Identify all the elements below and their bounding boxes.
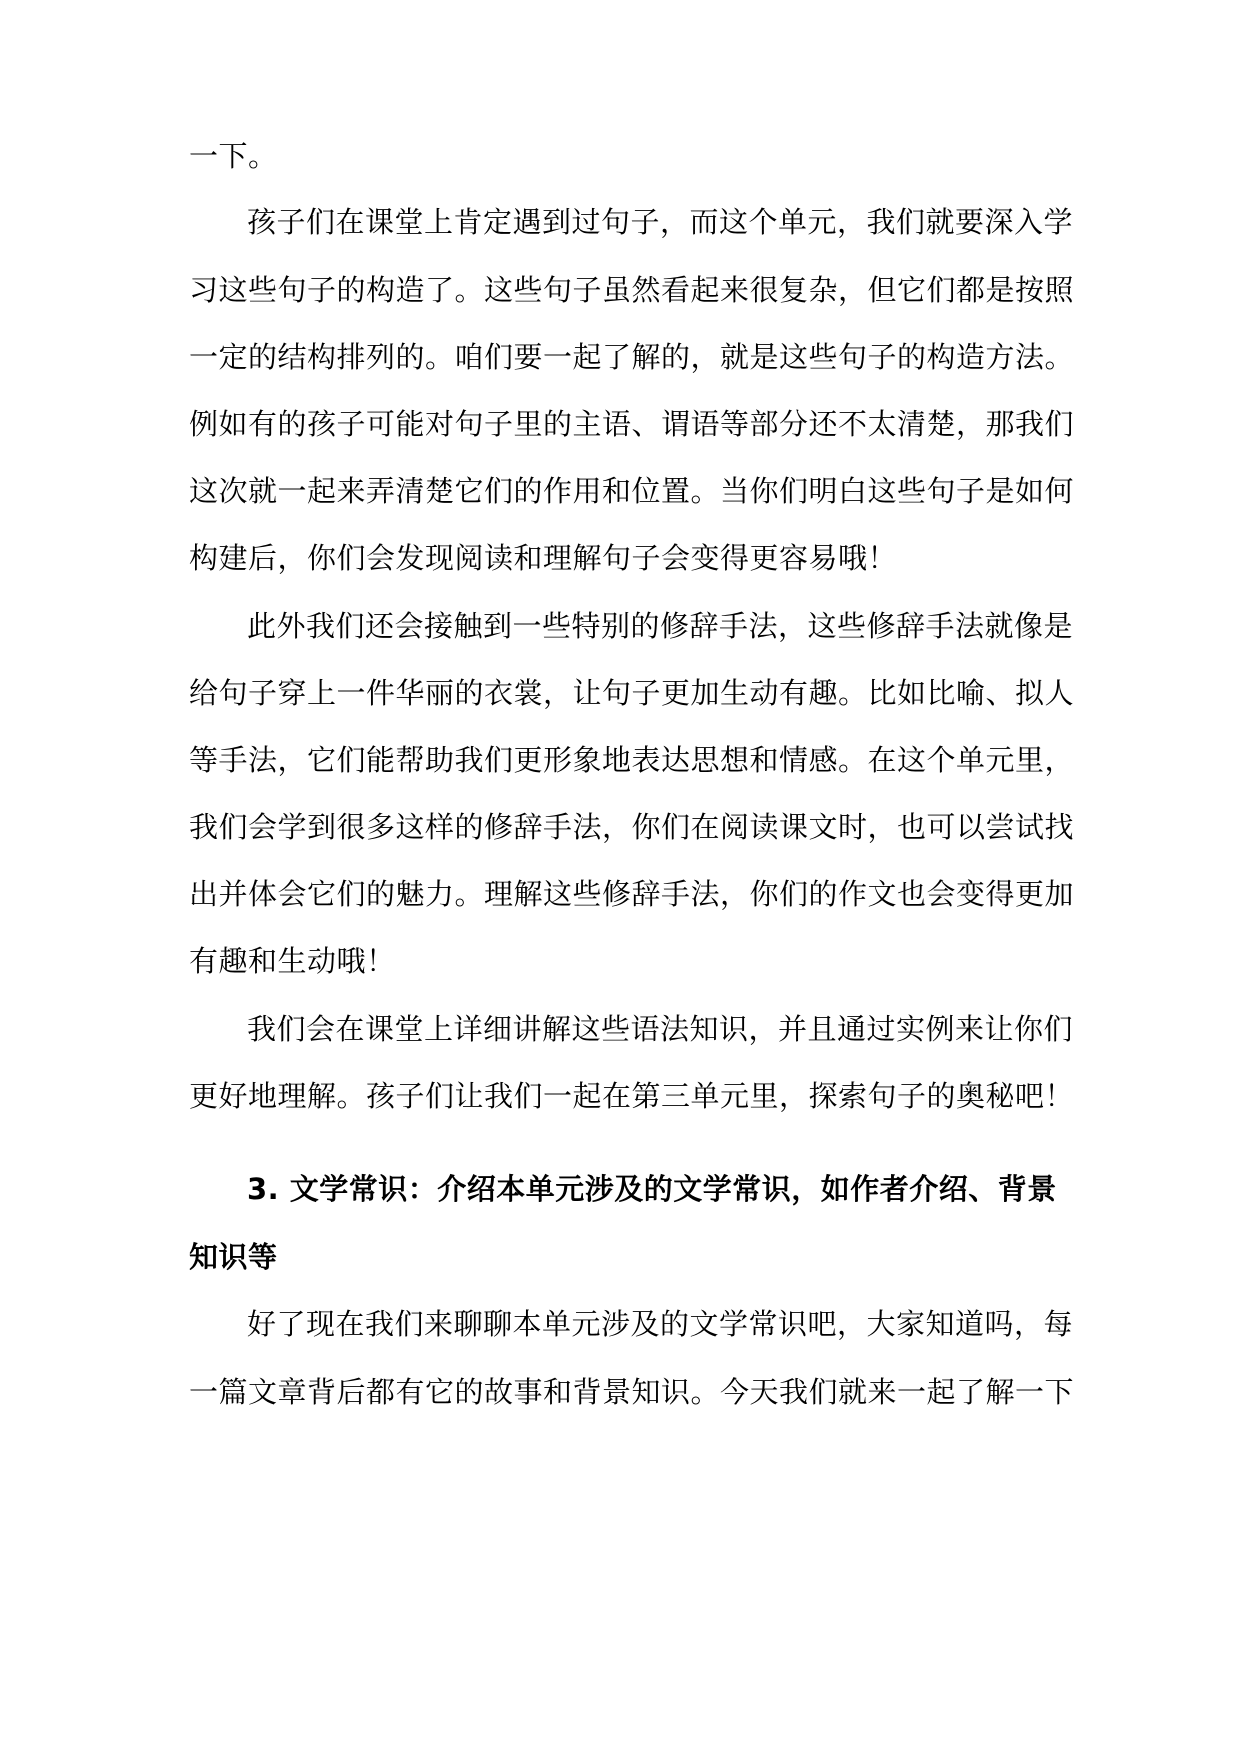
paragraph-first-line: 此外我们还会接触到一些特别的修辞手法，这些修辞手法就像是 [247, 609, 1074, 643]
text-line: 构建后，你们会发现阅读和理解句子会变得更容易哦！ [189, 541, 898, 575]
paragraph-first-line: 好了现在我们来聊聊本单元涉及的文学常识吧，大家知道吗，每 [247, 1307, 1074, 1341]
text-line: 给句子穿上一件华丽的衣裳，让句子更加生动有趣。比如比喻、拟人 [189, 676, 1075, 710]
paragraph-first-line: 孩子们在课堂上肯定遇到过句子，而这个单元，我们就要深入学 [247, 205, 1074, 239]
text-line: 有趣和生动哦！ [189, 944, 396, 978]
text-line: 一下。 [189, 139, 278, 173]
text-line: 一篇文章背后都有它的故事和背景知识。今天我们就来一起了解一下 [189, 1375, 1075, 1409]
section-heading-continued: 知识等 [189, 1240, 278, 1274]
text-line: 一定的结构排列的。咱们要一起了解的，就是这些句子的构造方法。 [189, 340, 1075, 374]
paragraph-first-line: 我们会在课堂上详细讲解这些语法知识，并且通过实例来让你们 [247, 1012, 1074, 1046]
text-line: 例如有的孩子可能对句子里的主语、谓语等部分还不太清楚，那我们 [189, 407, 1075, 441]
text-line: 更好地理解。孩子们让我们一起在第三单元里，探索句子的奥秘吧！ [189, 1079, 1075, 1113]
text-line: 出并体会它们的魅力。理解这些修辞手法，你们的作文也会变得更加 [189, 877, 1075, 911]
text-line: 我们会学到很多这样的修辞手法，你们在阅读课文时，也可以尝试找 [189, 810, 1075, 844]
text-line: 等手法，它们能帮助我们更形象地表达思想和情感。在这个单元里， [189, 743, 1075, 777]
text-line: 习这些句子的构造了。这些句子虽然看起来很复杂，但它们都是按照 [189, 273, 1075, 307]
text-line: 这次就一起来弄清楚它们的作用和位置。当你们明白这些句子是如何 [189, 474, 1075, 508]
section-heading: 3. 文学常识：介绍本单元涉及的文学常识，如作者介绍、背景 [247, 1172, 1057, 1206]
